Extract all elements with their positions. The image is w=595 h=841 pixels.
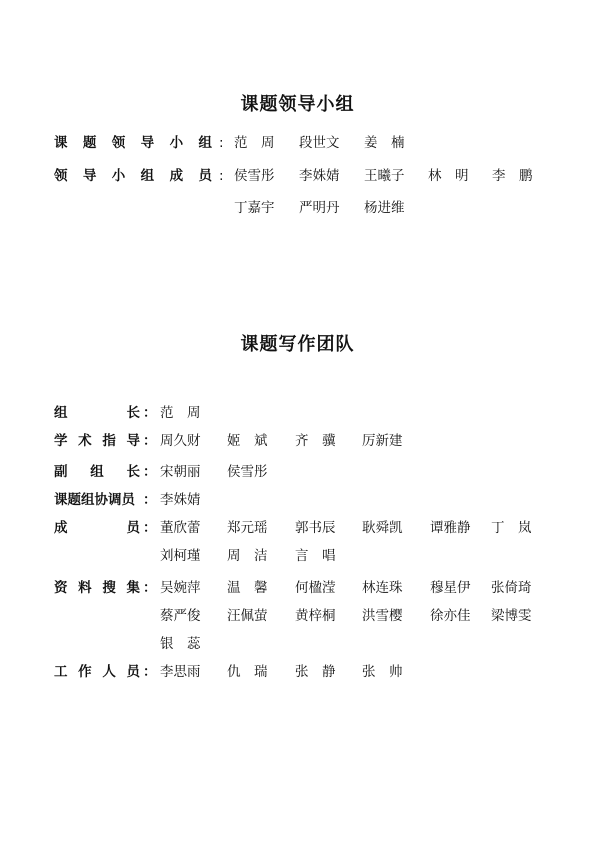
member-name: 齐 骥 [295,433,336,449]
row-label: 学 术 指 导 [54,433,140,449]
row-colon: ： [143,580,157,596]
row-label: 领 导 小 组 成 员 [54,168,212,184]
member-name: 林连珠 [362,580,403,596]
row-colon: ： [143,520,157,536]
member-name: 张 帅 [362,664,403,680]
member-name: 侯雪彤 [234,168,275,184]
member-name: 严明丹 [299,200,340,216]
member-name: 谭雅静 [430,520,471,536]
member-name: 黄梓桐 [295,608,336,624]
member-name: 董欣蕾 [160,520,201,536]
row-label: 成 员 [54,520,140,536]
member-name: 王曦子 [364,168,405,184]
member-name: 郭书辰 [295,520,336,536]
member-name: 穆星伊 [430,580,471,596]
row-colon: ： [143,433,157,449]
section-title-leadership: 课题领导小组 [240,94,355,115]
member-name: 汪佩萤 [227,608,268,624]
member-name: 耿舜凯 [362,520,403,536]
member-name: 林 明 [428,168,469,184]
member-name: 段世文 [299,135,340,151]
row-colon: ： [143,464,157,480]
row-colon: : [219,135,224,151]
member-name: 吴婉萍 [160,580,201,596]
member-name: 洪雪樱 [362,608,403,624]
member-name: 范 周 [234,135,275,151]
row-label: 组 长 [54,405,140,421]
row-colon: ： [143,492,157,508]
member-name: 李姝婧 [160,492,201,508]
member-name: 蔡严俊 [160,608,201,624]
member-name: 仇 瑞 [227,664,268,680]
member-name: 丁嘉宇 [234,200,275,216]
row-label: 工 作 人 员 [54,664,140,680]
row-label: 资 料 搜 集 [54,580,140,596]
row-colon: ： [143,405,157,421]
member-name: 梁博雯 [491,608,532,624]
row-colon: ： [143,664,157,680]
member-name: 何楹滢 [295,580,336,596]
member-name: 杨进维 [364,200,405,216]
member-name: 李 鹏 [492,168,533,184]
member-name: 侯雪彤 [227,464,268,480]
member-name: 郑元瑶 [227,520,268,536]
member-name: 丁 岚 [491,520,532,536]
member-name: 刘柯瑾 [160,548,201,564]
member-name: 周久财 [160,433,201,449]
member-name: 言 唱 [295,548,336,564]
member-name: 周 洁 [227,548,268,564]
row-label: 课 题 组 协 调 员 [54,492,135,508]
member-name: 张 静 [295,664,336,680]
row-colon: : [219,168,224,184]
member-name: 李思雨 [160,664,201,680]
member-name: 张倚琦 [491,580,532,596]
member-name: 温 馨 [227,580,268,596]
member-name: 李姝婧 [299,168,340,184]
member-name: 范 周 [160,405,201,421]
member-name: 银 蕊 [160,636,201,652]
member-name: 厉新建 [362,433,403,449]
member-name: 徐亦佳 [430,608,471,624]
row-label: 副 组 长 [54,464,140,480]
member-name: 姬 斌 [227,433,268,449]
member-name: 姜 楠 [364,135,405,151]
member-name: 宋朝丽 [160,464,201,480]
row-label: 课 题 领 导 小 组 [54,135,212,151]
section-title-writing-team: 课题写作团队 [240,334,355,355]
